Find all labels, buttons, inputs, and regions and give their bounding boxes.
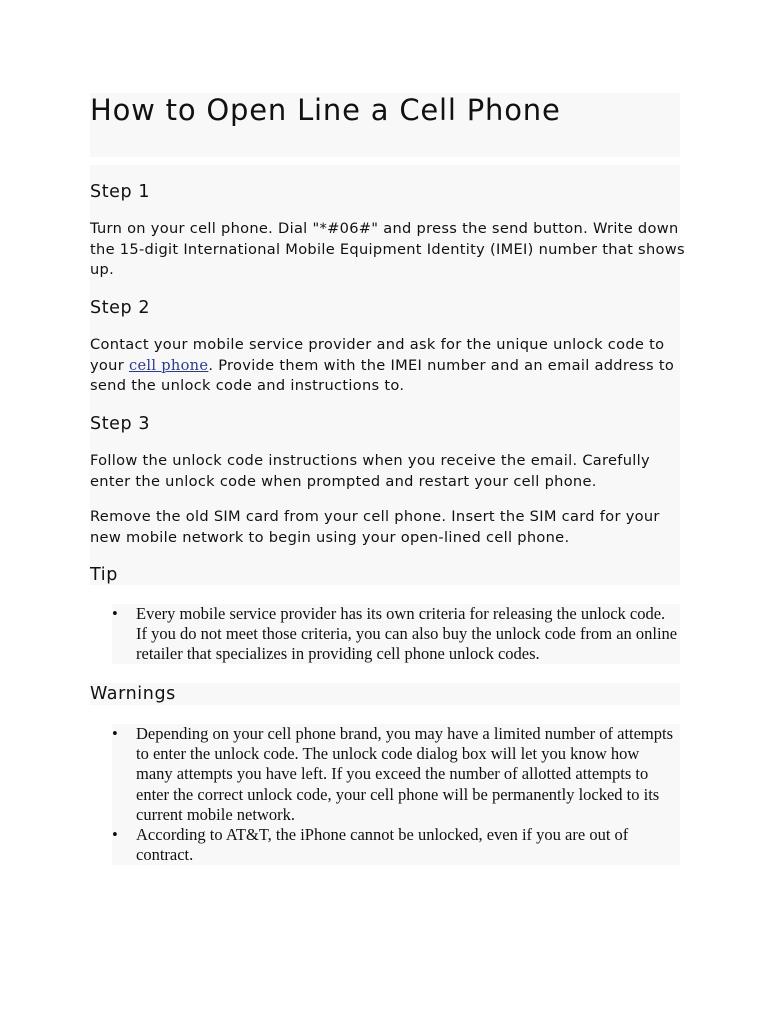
steps-block <box>90 165 685 585</box>
tip-heading: Tip <box>90 565 118 585</box>
page-title: How to Open Line a Cell Phone <box>90 93 561 127</box>
step-2-text-after: . Provide them with the IMEI number and an email address to send the unlock code and instructions to. <box>90 356 675 394</box>
list-item: • Depending on your cell phone brand, you may have a limited number of attempts to enter the unlock code. The unlock code dialog box will let you know how many attempts you have left. If you exceed the number of allotted attempts to enter the correct unlock code, your cell phone will be permanently locked to its current mobile network. <box>112 724 680 825</box>
list-item: • Every mobile service provider has its own criteria for releasing the unlock code. If you do not meet those criteria, you can also buy the unlock code from an online retailer that specializes in providing cell phone unlock codes. <box>112 604 680 665</box>
step-1-heading: Step 1 <box>90 182 151 202</box>
list-item: • According to AT&T, the iPhone cannot be unlocked, even if you are out of contract. <box>112 825 680 865</box>
tip-list <box>112 604 680 664</box>
step-2-heading: Step 2 <box>90 298 151 318</box>
step-3-text: Follow the unlock code instructions when you receive the email. Carefully enter the unlock code when prompted and restart your cell phone. <box>90 452 650 490</box>
warnings-heading-block <box>90 683 680 705</box>
step-3-text-2: Remove the old SIM card from your cell phone. Insert the SIM card for your new mobile network to begin using your open-lined cell phone. <box>90 508 660 546</box>
title-block <box>90 93 680 157</box>
cell-phone-link[interactable]: cell phone <box>128 356 209 374</box>
step-1-text: Turn on your cell phone. Dial "*#06#" and press the send button. Write down the 15-digit International Mobile Equipment Identity (IMEI) number that shows up. <box>90 220 685 278</box>
step-2-text-before: Contact your mobile service provider and ask for the unique unlock code to your <box>90 336 665 374</box>
warnings-heading: Warnings <box>90 684 176 704</box>
step-3-heading: Step 3 <box>90 414 151 434</box>
step-2-text <box>90 335 686 397</box>
warnings-list <box>112 724 680 865</box>
